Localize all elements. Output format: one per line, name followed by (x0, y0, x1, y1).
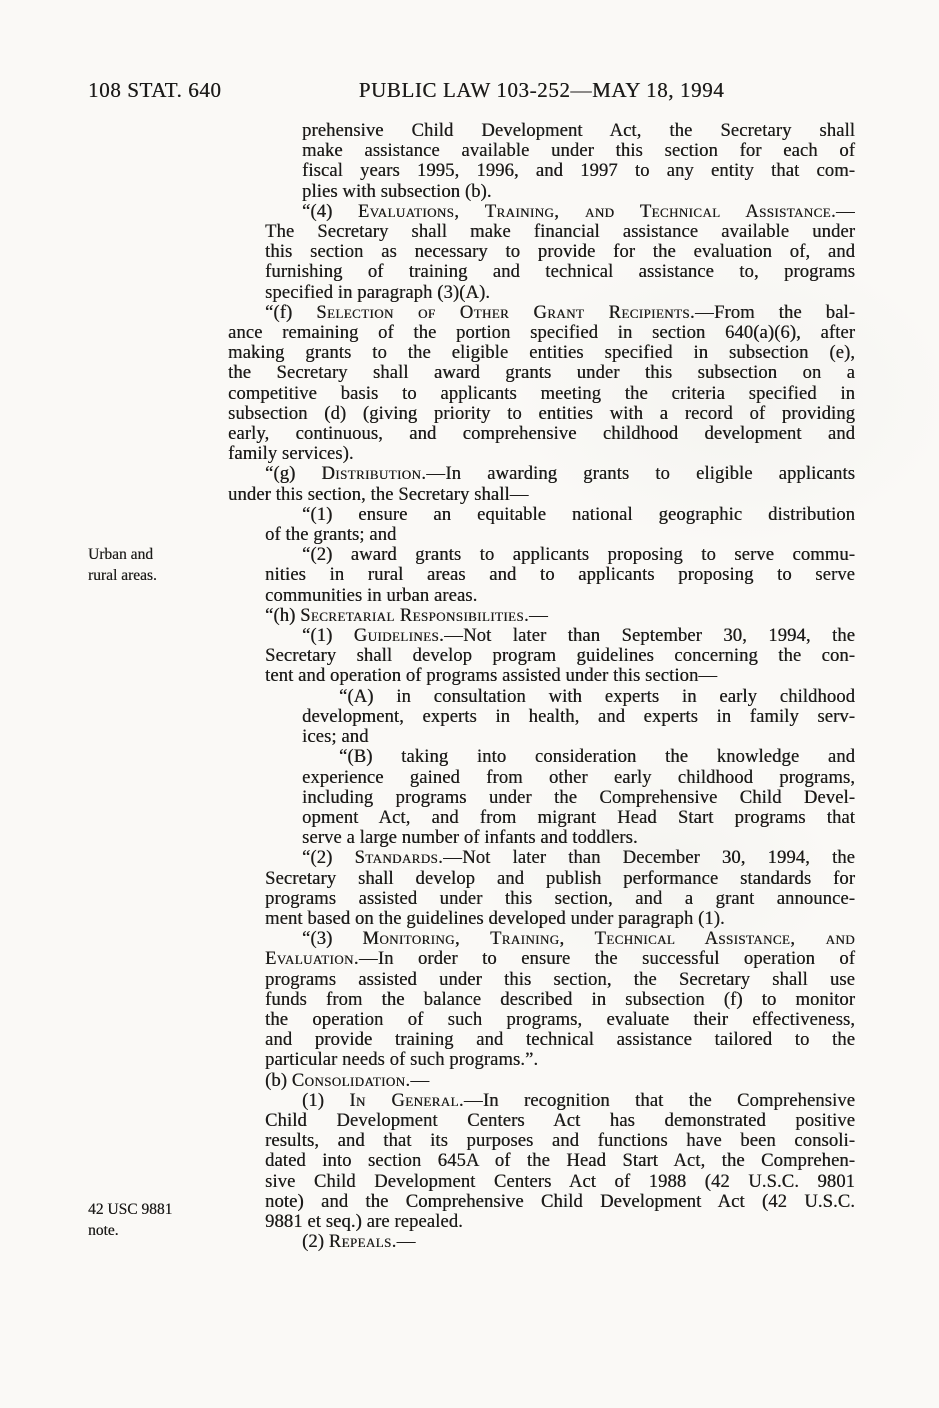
statute-block (228, 1091, 855, 1232)
text-segment: Secretary shall develop and publish performance standards for (265, 867, 855, 889)
text-line (265, 262, 855, 282)
statute-block (228, 545, 855, 606)
text-line (302, 545, 855, 565)
text-line (265, 949, 855, 969)
text-line (265, 464, 855, 484)
statute-block (228, 929, 855, 1070)
text-segment: (b) (265, 1069, 292, 1091)
text-segment: “(1) ensure an equitable national geographic distribution (302, 503, 855, 525)
text-line (265, 1010, 855, 1030)
text-line (265, 606, 855, 626)
text-line (302, 929, 855, 949)
margin-note-line: rural areas. (88, 567, 157, 584)
text-line (265, 1172, 855, 1192)
small-caps-segment: Evaluations, Training, and Technical Assistance.— (357, 200, 855, 222)
text-line (302, 182, 855, 202)
text-line (302, 727, 855, 747)
text-segment: of the grants; and (265, 524, 397, 546)
text-line (302, 121, 855, 141)
margin-note-usc-citation (88, 1199, 226, 1241)
text-segment: (2) (302, 1231, 329, 1253)
text-segment: programs assisted under this section, the Secretary shall use (265, 968, 855, 990)
text-line (228, 444, 855, 464)
text-line (228, 323, 855, 343)
statute-block (228, 121, 855, 202)
small-caps-segment: Selection of Other Grant Recipients.— (316, 301, 714, 323)
text-segment: note) and the Comprehensive Child Development Act (42 U.S.C. (265, 1190, 855, 1212)
text-line (265, 1131, 855, 1151)
text-line (228, 343, 855, 363)
text-segment: The Secretary shall make financial assistance available under (265, 221, 855, 243)
statute-block (228, 687, 855, 748)
text-segment: “(f) (265, 301, 317, 323)
text-segment: Secretary shall develop program guidelines concerning the con- (265, 645, 855, 667)
text-segment: “(2) (302, 847, 355, 869)
statute-block (228, 626, 855, 687)
statute-block (228, 1071, 855, 1091)
text-line (265, 970, 855, 990)
text-segment: prehensive Child Development Act, the Secretary shall (302, 120, 855, 141)
text-segment: “(B) taking into consideration the knowledge and (339, 746, 855, 768)
small-caps-segment: Consolidation.— (291, 1069, 430, 1091)
text-segment: making grants to the eligible entities specified in subsection (e), (228, 342, 855, 364)
text-segment: experience gained from other early childhood programs, (302, 766, 855, 788)
text-line (265, 1030, 855, 1050)
text-line (265, 909, 855, 929)
statute-block (228, 606, 855, 626)
text-line (302, 141, 855, 161)
margin-note-line: Urban and (88, 546, 153, 563)
text-line (228, 485, 855, 505)
text-segment: this section as necessary to provide for the evaluation of, and (265, 241, 855, 263)
text-line (265, 1050, 855, 1070)
text-line (228, 404, 855, 424)
statute-block (228, 505, 855, 545)
text-segment: results, and that its purposes and functions have been consoli- (265, 1130, 855, 1152)
text-line (302, 848, 855, 868)
statute-block (228, 848, 855, 929)
text-segment: “(1) (302, 625, 354, 647)
text-line (265, 242, 855, 262)
statute-block (228, 747, 855, 848)
text-line (339, 747, 855, 767)
text-line (265, 1151, 855, 1171)
text-segment: specified in paragraph (3)(A). (265, 281, 490, 303)
text-segment: “(g) (265, 463, 322, 485)
margin-note-urban-rural (88, 544, 226, 586)
text-line (228, 363, 855, 383)
text-line (265, 1111, 855, 1131)
text-segment: “(3) (302, 928, 363, 950)
text-line (265, 222, 855, 242)
text-line (302, 1091, 855, 1111)
text-segment: the operation of such programs, evaluate their effectiveness, (265, 1008, 855, 1030)
small-caps-segment: Standards.— (354, 847, 463, 869)
text-segment: make assistance available under this section for each of (302, 140, 855, 162)
statute-block (228, 464, 855, 504)
text-line (228, 424, 855, 444)
small-caps-segment: Evaluation.— (265, 948, 378, 970)
text-line (265, 869, 855, 889)
text-line (302, 626, 855, 646)
text-segment: including programs under the Comprehensive Child Devel- (302, 786, 855, 808)
small-caps-segment: Repeals.— (328, 1231, 416, 1253)
margin-note-line: 42 USC 9881 (88, 1201, 173, 1218)
text-line (265, 666, 855, 686)
text-segment: dated into section 645A of the Head Start Act, the Comprehen- (265, 1150, 855, 1172)
small-caps-segment: Monitoring, Training, Technical Assistance, and (362, 928, 855, 950)
text-line (302, 808, 855, 828)
text-segment: serve a large number of infants and toddlers. (302, 827, 638, 849)
text-segment: (1) (302, 1089, 350, 1111)
text-segment: nities in rural areas and to applicants proposing to serve (265, 564, 855, 586)
text-line (265, 990, 855, 1010)
text-segment: communities in urban areas. (265, 584, 478, 606)
margin-note-line: note. (88, 1222, 119, 1239)
text-line (265, 646, 855, 666)
text-segment: plies with subsection (b). (302, 180, 492, 202)
text-line (302, 1232, 855, 1252)
text-line (265, 525, 855, 545)
text-segment: development, experts in health, and experts in family serv- (302, 705, 855, 727)
small-caps-segment: Distribution.— (321, 463, 446, 485)
text-line (265, 565, 855, 585)
text-segment: sive Child Development Centers Act of 1988 (42 U.S.C. 9801 (265, 1170, 855, 1192)
text-line (339, 687, 855, 707)
text-segment: funds from the balance described in subsection (f) to monitor (265, 988, 855, 1010)
text-segment: In recognition that the Comprehensive (482, 1089, 856, 1111)
text-segment: Not later than December 30, 1994, the (462, 847, 855, 869)
text-segment: ment based on the guidelines developed under paragraph (1). (265, 907, 725, 929)
text-line (302, 505, 855, 525)
text-segment: and provide training and technical assistance tailored to the (265, 1029, 855, 1051)
text-segment: tent and operation of programs assisted under this section— (265, 665, 718, 687)
text-line (302, 768, 855, 788)
text-line (302, 828, 855, 848)
statute-block (228, 202, 855, 303)
text-segment: early, continuous, and comprehensive childhood development and (228, 423, 855, 445)
text-segment: Child Development Centers Act has demonstrated positive (265, 1109, 855, 1131)
running-head-law-title: PUBLIC LAW 103-252—MAY 18, 1994 (358, 78, 725, 102)
text-line (228, 384, 855, 404)
text-line (302, 707, 855, 727)
text-segment: competitive basis to applicants meeting the criteria specified in (228, 382, 855, 404)
text-segment: “(A) in consultation with experts in early childhood (339, 685, 855, 707)
text-segment: 9881 et seq.) are repealed. (265, 1210, 463, 1232)
text-segment: ices; and (302, 726, 369, 748)
text-segment: In awarding grants to eligible applicants (445, 463, 856, 485)
text-segment: From the bal- (713, 301, 855, 323)
text-segment: fiscal years 1995, 1996, and 1997 to any entity that com- (302, 160, 855, 182)
text-line (265, 303, 855, 323)
statute-block (228, 303, 855, 465)
small-caps-segment: Secretarial Responsibilities.— (300, 604, 549, 626)
text-segment: “(h) (265, 604, 301, 626)
text-segment: “(2) award grants to applicants proposing to serve commu- (302, 544, 855, 566)
text-line (265, 1071, 855, 1091)
text-segment: particular needs of such programs.”. (265, 1049, 539, 1071)
small-caps-segment: In General.— (349, 1089, 483, 1111)
text-segment: family services). (228, 443, 354, 465)
text-segment: opment Act, and from migrant Head Start programs that (302, 806, 855, 828)
text-line (265, 1192, 855, 1212)
text-segment: under this section, the Secretary shall— (228, 483, 529, 505)
text-segment: Not later than September 30, 1994, the (463, 625, 855, 647)
text-segment: programs assisted under this section, and a grant announce- (265, 887, 855, 909)
text-line (265, 889, 855, 909)
text-segment: furnishing of training and technical assistance to, programs (265, 261, 855, 283)
text-line (302, 161, 855, 181)
text-segment: In order to ensure the successful operation of (377, 948, 855, 970)
text-line (265, 283, 855, 303)
statute-text (228, 121, 855, 1252)
text-segment: “(4) (302, 200, 358, 222)
text-segment: the Secretary shall award grants under this subsection on a (228, 362, 855, 384)
statute-block (228, 1232, 855, 1252)
small-caps-segment: Guidelines.— (353, 625, 464, 647)
text-segment: subsection (d) (giving priority to entities with a record of providing (228, 402, 855, 424)
text-line (302, 788, 855, 808)
text-line (265, 586, 855, 606)
page-number-stat: 108 STAT. 640 (88, 78, 222, 102)
text-line (302, 202, 855, 222)
text-segment: ance remaining of the portion specified in section 640(a)(6), after (228, 322, 855, 344)
text-line (265, 1212, 855, 1232)
